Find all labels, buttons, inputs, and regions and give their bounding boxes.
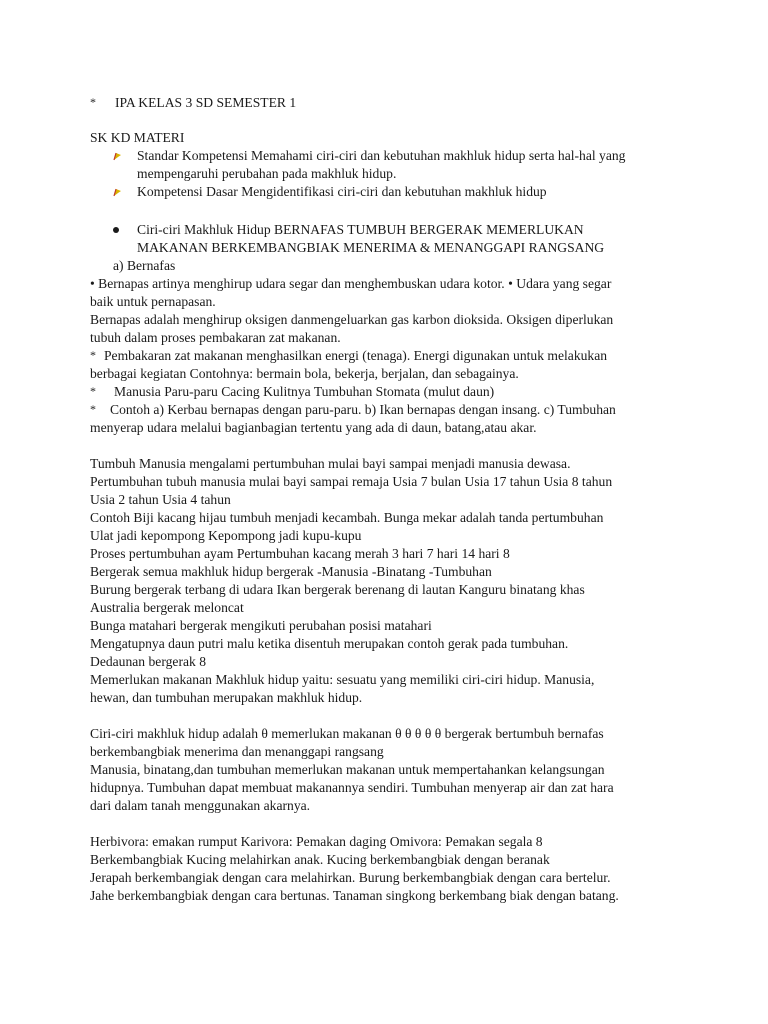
asterisk-bullet-icon: * bbox=[90, 402, 96, 416]
sk-line-2: mempengaruhi perubahan pada makhluk hidup. bbox=[137, 166, 397, 181]
asterisk-bullet-icon: * bbox=[90, 348, 96, 362]
flag-bullet-icon bbox=[113, 188, 122, 197]
body-line: • Bernapas artinya menghirup udara segar dan menghembuskan udara kotor. • Udara yang segar bbox=[90, 276, 612, 291]
body-line: Dedaunan bergerak 8 bbox=[90, 654, 206, 669]
flag-bullet-icon bbox=[113, 152, 122, 161]
body-line: Mengatupnya daun putri malu ketika disentuh merupakan contoh gerak pada tumbuhan. bbox=[90, 636, 569, 651]
body-line: Memerlukan makanan Makhluk hidup yaitu: sesuatu yang memiliki ciri-ciri hidup. Manusia, bbox=[90, 672, 595, 687]
sub-item-a: a) Bernafas bbox=[113, 258, 176, 273]
body-text: Pembakaran zat makanan menghasilkan energi (tenaga). Energi digunakan untuk melakukan bbox=[104, 348, 608, 363]
ciri-line-1: Ciri-ciri Makhluk Hidup BERNAFAS TUMBUH BERGERAK MEMERLUKAN bbox=[137, 222, 584, 237]
body-line: Jahe berkembangbiak dengan cara bertunas. Tanaman singkong berkembang biak dengan batang. bbox=[90, 888, 619, 903]
body-line: Australia bergerak meloncat bbox=[90, 600, 244, 615]
body-line: Bernapas adalah menghirup oksigen danmengeluarkan gas karbon dioksida. Oksigen diperlukan bbox=[90, 312, 614, 327]
body-line: Berkembangbiak Kucing melahirkan anak. Kucing berkembangbiak dengan beranak bbox=[90, 852, 550, 867]
asterisk-bullet-icon: * bbox=[90, 95, 96, 109]
body-line: hewan, dan tumbuhan merupakan makhluk hidup. bbox=[90, 690, 363, 705]
body-line: tubuh dalam proses pembakaran zat makanan. bbox=[90, 330, 341, 345]
body-line: Proses pertumbuhan ayam Pertumbuhan kacang merah 3 hari 7 hari 14 hari 8 bbox=[90, 546, 510, 561]
body-line: berbagai kegiatan Contohnya: bermain bola, bekerja, berjalan, dan sebagainya. bbox=[90, 366, 519, 381]
body-line: Jerapah berkembangiak dengan cara melahirkan. Burung berkembangbiak dengan cara bertelur. bbox=[90, 870, 611, 885]
title-line bbox=[90, 94, 296, 112]
sk-line-1: Standar Kompetensi Memahami ciri-ciri dan kebutuhan makhluk hidup serta hal-hal yang bbox=[137, 148, 626, 163]
body-line: dari dalam tanah menggunakan akarnya. bbox=[90, 798, 311, 813]
body-line: Pertumbuhan tubuh manusia mulai bayi sampai remaja Usia 7 bulan Usia 17 tahun Usia 8 tahun bbox=[90, 474, 613, 489]
body-line: Burung bergerak terbang di udara Ikan bergerak berenang di lautan Kanguru binatang khas bbox=[90, 582, 585, 597]
body-line: Tumbuh Manusia mengalami pertumbuhan mulai bayi sampai menjadi manusia dewasa. bbox=[90, 456, 571, 471]
bullet-icon bbox=[113, 227, 119, 233]
body-line-starred bbox=[90, 347, 607, 365]
body-line-starred bbox=[90, 383, 494, 401]
body-line: Ulat jadi kepompong Kepompong jadi kupu-kupu bbox=[90, 528, 362, 543]
document-title: IPA KELAS 3 SD SEMESTER 1 bbox=[115, 95, 297, 110]
body-line: Herbivora: emakan rumput Karivora: Pemakan daging Omivora: Pemakan segala 8 bbox=[90, 834, 543, 849]
body-line: Manusia, binatang,dan tumbuhan memerlukan makanan untuk mempertahankan kelangsungan bbox=[90, 762, 605, 777]
body-line: Ciri-ciri makhluk hidup adalah θ memerlukan makanan θ θ θ θ θ bergerak bertumbuh bernafas bbox=[90, 726, 604, 741]
kd-line: Kompetensi Dasar Mengidentifikasi ciri-ciri dan kebutuhan makhluk hidup bbox=[137, 184, 547, 199]
section-heading: SK KD MATERI bbox=[90, 130, 185, 145]
body-line: Contoh Biji kacang hijau tumbuh menjadi kecambah. Bunga mekar adalah tanda pertumbuhan bbox=[90, 510, 604, 525]
body-line: berkembangbiak menerima dan menanggapi rangsang bbox=[90, 744, 384, 759]
body-line-starred bbox=[90, 401, 616, 419]
body-line: baik untuk pernapasan. bbox=[90, 294, 216, 309]
body-line: Bunga matahari bergerak mengikuti perubahan posisi matahari bbox=[90, 618, 432, 633]
asterisk-bullet-icon: * bbox=[90, 384, 96, 398]
body-line: menyerap udara melalui bagianbagian tertentu yang ada di daun, batang,atau akar. bbox=[90, 420, 537, 435]
body-line: Bergerak semua makhluk hidup bergerak -Manusia -Binatang -Tumbuhan bbox=[90, 564, 492, 579]
ciri-line-2: MAKANAN BERKEMBANGBIAK MENERIMA & MENANGGAPI RANGSANG bbox=[137, 240, 605, 255]
body-line: hidupnya. Tumbuhan dapat membuat makanannya sendiri. Tumbuhan menyerap air dan zat hara bbox=[90, 780, 614, 795]
body-text: Contoh a) Kerbau bernapas dengan paru-paru. b) Ikan bernapas dengan insang. c) Tumbuhan bbox=[110, 402, 616, 417]
body-text: Manusia Paru-paru Cacing Kulitnya Tumbuhan Stomata (mulut daun) bbox=[114, 384, 495, 399]
body-line: Usia 2 tahun Usia 4 tahun bbox=[90, 492, 231, 507]
